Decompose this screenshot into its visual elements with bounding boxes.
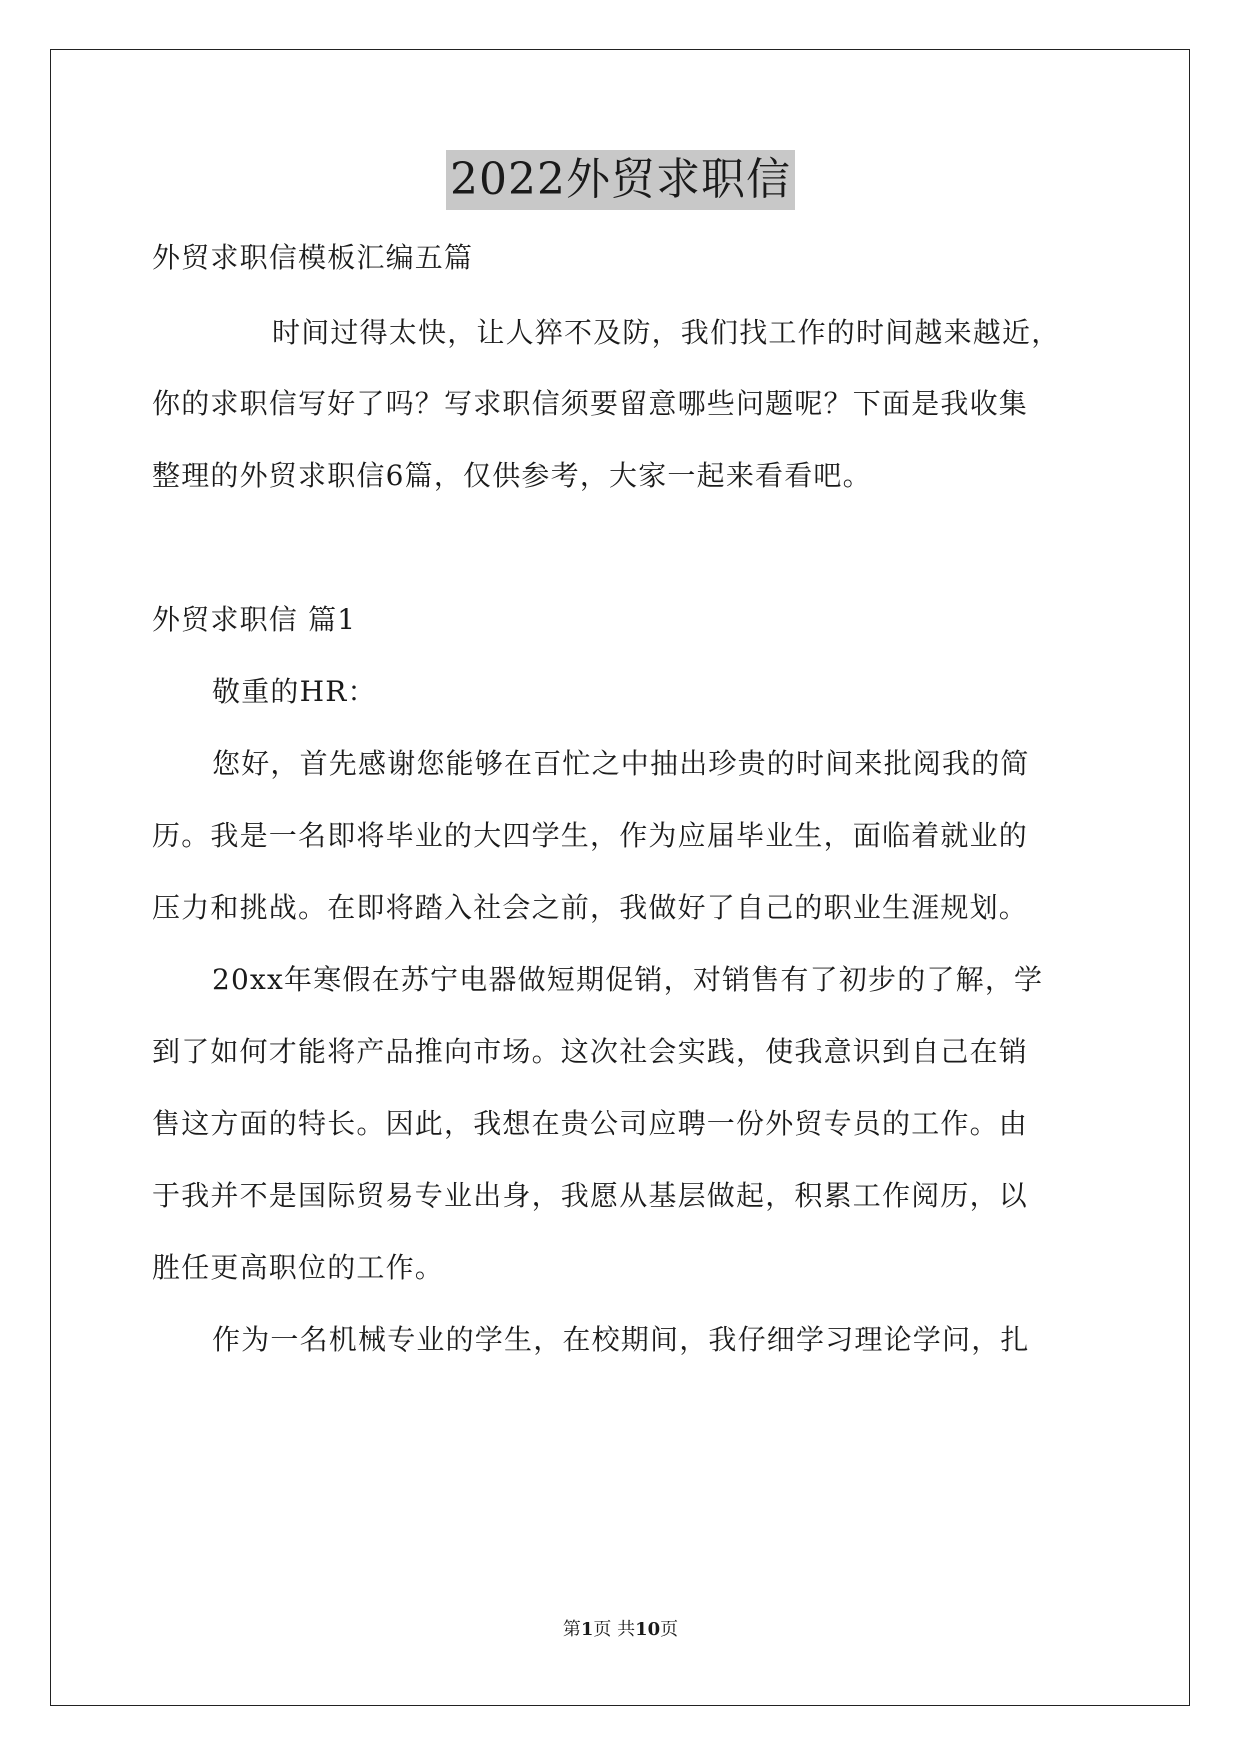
body-line-2: 历。我是一名即将毕业的大四学生，作为应届毕业生，面临着就业的 <box>152 819 1029 852</box>
body-line-4: 20xx年寒假在苏宁电器做短期促销，对销售有了初步的了解，学 <box>212 963 1044 996</box>
footer-page-prefix: 第 <box>562 1619 581 1640</box>
section-heading: 外贸求职信 篇1 <box>152 603 357 636</box>
body-line-6: 售这方面的特长。因此，我想在贵公司应聘一份外贸专员的工作。由 <box>152 1107 1029 1140</box>
page-border <box>50 49 1190 1706</box>
intro-line-1: 时间过得太快，让人猝不及防，我们找工作的时间越来越近， <box>272 316 1061 349</box>
body-line-3: 压力和挑战。在即将踏入社会之前，我做好了自己的职业生涯规划。 <box>152 891 1029 924</box>
body-line-7: 于我并不是国际贸易专业出身，我愿从基层做起，积累工作阅历，以 <box>152 1179 1029 1212</box>
body-line-1: 您好，首先感谢您能够在百忙之中抽出珍贵的时间来批阅我的简 <box>212 747 1030 780</box>
body-line-5: 到了如何才能将产品推向市场。这次社会实践，使我意识到自己在销 <box>152 1035 1029 1068</box>
title-container <box>0 150 1241 210</box>
intro-line-3: 整理的外贸求职信6篇，仅供参考，大家一起来看看吧。 <box>152 459 872 492</box>
footer-page-suffix: 页 <box>660 1619 679 1640</box>
footer-page-number: 1 <box>580 1619 594 1640</box>
body-line-9: 作为一名机械专业的学生，在校期间，我仔细学习理论学问，扎 <box>212 1323 1030 1356</box>
body-line-8: 胜任更高职位的工作。 <box>152 1251 445 1284</box>
document-title: 2022外贸求职信 <box>446 150 795 210</box>
salutation: 敬重的HR： <box>212 675 377 708</box>
footer-page-mid: 页 共 <box>593 1619 636 1640</box>
intro-line-2: 你的求职信写好了吗？写求职信须要留意哪些问题呢？下面是我收集 <box>152 387 1029 420</box>
footer-page-total: 10 <box>635 1619 661 1640</box>
subtitle: 外贸求职信模板汇编五篇 <box>152 241 474 274</box>
page-footer <box>0 1618 1241 1642</box>
